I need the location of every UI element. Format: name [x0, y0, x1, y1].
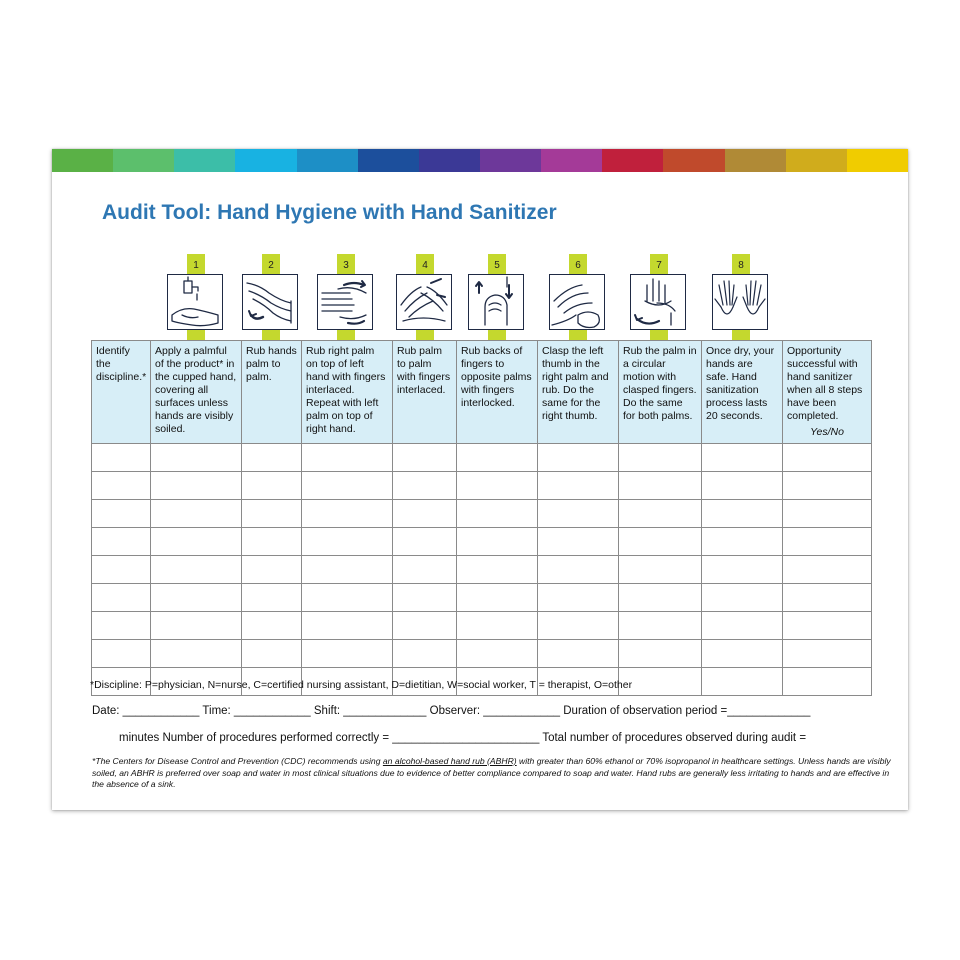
- discipline-note: *Discipline: P=physician, N=nurse, C=certified nursing assistant, D=dietitian, W=social worker, T = therapist, O=other: [90, 679, 633, 691]
- audit-entry-cell[interactable]: [151, 500, 242, 528]
- audit-entry-cell[interactable]: [393, 612, 457, 640]
- header-discipline: Identify the discipline.*: [92, 341, 151, 444]
- audit-entry-cell[interactable]: [538, 612, 619, 640]
- audit-entry-cell[interactable]: [538, 500, 619, 528]
- audit-entry-cell[interactable]: [302, 500, 393, 528]
- table-row: [92, 556, 872, 584]
- header-step-8: Once dry, your hands are safe. Hand sanitization process lasts 20 seconds.: [702, 341, 783, 444]
- page-title: Audit Tool: Hand Hygiene with Hand Sanitizer: [102, 201, 557, 224]
- audit-entry-cell[interactable]: [702, 472, 783, 500]
- palm-over-back-interlaced-icon: [317, 274, 373, 330]
- step-number: 1: [187, 254, 205, 277]
- fingertips-circular-rub-icon: [630, 274, 686, 330]
- palm-to-palm-interlaced-icon: [396, 274, 452, 330]
- audit-entry-cell[interactable]: [151, 640, 242, 668]
- audit-entry-cell[interactable]: [242, 556, 302, 584]
- audit-entry-cell[interactable]: [302, 444, 393, 472]
- audit-entry-cell[interactable]: [702, 500, 783, 528]
- audit-entry-cell[interactable]: [151, 472, 242, 500]
- audit-entry-cell[interactable]: [619, 500, 702, 528]
- audit-entry-cell[interactable]: [619, 556, 702, 584]
- audit-entry-cell[interactable]: [457, 556, 538, 584]
- audit-entry-cell[interactable]: [393, 500, 457, 528]
- form-line-1: Date: ____________ Time: ____________ Shift: _____________ Observer: ____________ Duration of observation period =_____________: [92, 705, 811, 717]
- cdc-footnote: [92, 756, 892, 791]
- audit-entry-cell[interactable]: [242, 444, 302, 472]
- audit-entry-cell[interactable]: [619, 640, 702, 668]
- step-number: 7: [650, 254, 668, 277]
- step-4: [395, 250, 455, 340]
- step-6: [548, 250, 608, 340]
- audit-entry-cell[interactable]: [619, 584, 702, 612]
- color-bar-segment: [786, 149, 847, 172]
- color-bar-segment: [297, 149, 358, 172]
- audit-entry-cell[interactable]: [242, 640, 302, 668]
- audit-entry-cell[interactable]: [619, 472, 702, 500]
- color-bar-segment: [725, 149, 786, 172]
- audit-table: [91, 340, 872, 696]
- step-icons-row: [52, 250, 908, 340]
- audit-entry-cell[interactable]: [242, 584, 302, 612]
- audit-entry-cell[interactable]: [302, 528, 393, 556]
- table-row: [92, 640, 872, 668]
- audit-entry-cell[interactable]: [457, 584, 538, 612]
- table-row: [92, 528, 872, 556]
- step-number: 2: [262, 254, 280, 277]
- audit-entry-cell[interactable]: [302, 472, 393, 500]
- form-line-2: minutes Number of procedures performed correctly = _______________________ Total number of procedures observed during audit =: [119, 732, 807, 744]
- header-step-1: Apply a palmful of the product* in the cupped hand, covering all surfaces unless hands are visibly soiled.: [151, 341, 242, 444]
- header-step-7: Rub the palm in a circular motion with clasped fingers. Do the same for both palms.: [619, 341, 702, 444]
- audit-entry-cell[interactable]: [393, 528, 457, 556]
- color-bar-segment: [541, 149, 602, 172]
- header-row: [92, 341, 872, 444]
- rainbow-color-bar: [52, 149, 908, 172]
- audit-entry-cell[interactable]: [242, 528, 302, 556]
- audit-entry-cell[interactable]: [393, 472, 457, 500]
- table-row: [92, 444, 872, 472]
- footnote-part-2: with greater than 60% ethanol or 70% isopropanol in healthcare settings. Unless hands are visibly soiled, an ABHR is preferred over soap and water in most clinical situations due to evidence of better compliance compared to soap and water. Hand rubs are generally less irritating to hands and are effective in the absence of a sink.: [92, 756, 891, 789]
- audit-entry-cell[interactable]: [92, 528, 151, 556]
- header-step-4: Rub palm to palm with fingers interlaced.: [393, 341, 457, 444]
- step-2: [241, 250, 301, 340]
- audit-entry-cell[interactable]: [783, 584, 872, 612]
- color-bar-segment: [235, 149, 296, 172]
- audit-entry-cell[interactable]: [538, 528, 619, 556]
- table-row: [92, 472, 872, 500]
- audit-entry-cell[interactable]: [702, 444, 783, 472]
- audit-entry-cell[interactable]: [92, 612, 151, 640]
- backs-of-fingers-icon: [468, 274, 524, 330]
- audit-entry-cell[interactable]: [92, 584, 151, 612]
- footnote-abhr: an alcohol-based hand rub (ABHR): [382, 756, 517, 766]
- audit-entry-cell[interactable]: [538, 640, 619, 668]
- audit-entry-cell[interactable]: [457, 640, 538, 668]
- audit-entry-cell[interactable]: [783, 444, 872, 472]
- color-bar-segment: [174, 149, 235, 172]
- color-bar-segment: [419, 149, 480, 172]
- audit-entry-cell[interactable]: [393, 444, 457, 472]
- step-number: 4: [416, 254, 434, 277]
- audit-entry-cell[interactable]: [783, 556, 872, 584]
- audit-entry-cell[interactable]: [302, 584, 393, 612]
- audit-entry-cell[interactable]: [702, 640, 783, 668]
- audit-entry-cell[interactable]: [783, 500, 872, 528]
- audit-entry-cell[interactable]: [151, 584, 242, 612]
- audit-entry-cell[interactable]: [151, 528, 242, 556]
- step-number: 6: [569, 254, 587, 277]
- audit-entry-cell[interactable]: [702, 528, 783, 556]
- audit-entry-cell[interactable]: [783, 640, 872, 668]
- audit-entry-cell[interactable]: [702, 556, 783, 584]
- audit-entry-cell[interactable]: [783, 668, 872, 696]
- table-row: [92, 612, 872, 640]
- audit-entry-cell[interactable]: [393, 640, 457, 668]
- audit-entry-cell[interactable]: [619, 528, 702, 556]
- audit-entry-cell[interactable]: [619, 444, 702, 472]
- color-bar-segment: [358, 149, 419, 172]
- table-row: [92, 584, 872, 612]
- audit-entry-cell[interactable]: [457, 472, 538, 500]
- audit-entry-cell[interactable]: [92, 500, 151, 528]
- palm-to-palm-icon: [242, 274, 298, 330]
- audit-entry-cell[interactable]: [538, 584, 619, 612]
- step-number: 3: [337, 254, 355, 277]
- step-8: [711, 250, 771, 340]
- header-step-3: Rub right palm on top of left hand with fingers interlaced. Repeat with left palm on top of right hand.: [302, 341, 393, 444]
- audit-entry-cell[interactable]: [302, 640, 393, 668]
- audit-entry-cell[interactable]: [92, 640, 151, 668]
- audit-entry-cell[interactable]: [457, 612, 538, 640]
- audit-entry-cell[interactable]: [302, 556, 393, 584]
- audit-entry-cell[interactable]: [619, 612, 702, 640]
- step-3: [316, 250, 376, 340]
- audit-table-body: [92, 444, 872, 696]
- footnote-part-1: *The Centers for Disease Control and Prevention (CDC) recommends using: [92, 756, 383, 766]
- audit-entry-cell[interactable]: [151, 444, 242, 472]
- audit-entry-cell[interactable]: [151, 556, 242, 584]
- thumb-rub-icon: [549, 274, 605, 330]
- audit-entry-cell[interactable]: [783, 472, 872, 500]
- color-bar-segment: [602, 149, 663, 172]
- table-row: [92, 500, 872, 528]
- color-bar-segment: [663, 149, 724, 172]
- step-1: [166, 250, 226, 340]
- step-7: [629, 250, 689, 340]
- audit-entry-cell[interactable]: [702, 612, 783, 640]
- audit-entry-cell[interactable]: [702, 584, 783, 612]
- audit-entry-cell[interactable]: [393, 584, 457, 612]
- step-number: 8: [732, 254, 750, 277]
- audit-sheet: [52, 149, 908, 810]
- color-bar-segment: [480, 149, 541, 172]
- audit-entry-cell[interactable]: [702, 668, 783, 696]
- audit-entry-cell[interactable]: [538, 444, 619, 472]
- yes-no-label: Yes/No: [810, 426, 844, 438]
- step-5: [467, 250, 527, 340]
- audit-entry-cell[interactable]: [783, 612, 872, 640]
- audit-entry-cell[interactable]: [393, 556, 457, 584]
- audit-entry-cell[interactable]: [302, 612, 393, 640]
- pump-dispenser-hand-icon: [167, 274, 223, 330]
- dry-hands-icon: [712, 274, 768, 330]
- audit-entry-cell[interactable]: [457, 444, 538, 472]
- audit-entry-cell[interactable]: [783, 528, 872, 556]
- color-bar-segment: [52, 149, 113, 172]
- header-step-2: Rub hands palm to palm.: [242, 341, 302, 444]
- audit-entry-cell[interactable]: [242, 612, 302, 640]
- header-step-5: Rub backs of fingers to opposite palms with fingers interlocked.: [457, 341, 538, 444]
- audit-entry-cell[interactable]: [457, 500, 538, 528]
- audit-entry-cell[interactable]: [92, 444, 151, 472]
- color-bar-segment: [113, 149, 174, 172]
- audit-entry-cell[interactable]: [457, 528, 538, 556]
- header-opportunity: [783, 341, 872, 444]
- audit-entry-cell[interactable]: [242, 500, 302, 528]
- audit-entry-cell[interactable]: [538, 556, 619, 584]
- header-step-6: Clasp the left thumb in the right palm and rub. Do the same for the right thumb.: [538, 341, 619, 444]
- audit-entry-cell[interactable]: [151, 612, 242, 640]
- color-bar-segment: [847, 149, 908, 172]
- header-opportunity-text: Opportunity successful with hand sanitizer when all 8 steps have been completed.: [787, 345, 863, 422]
- audit-entry-cell[interactable]: [92, 472, 151, 500]
- step-number: 5: [488, 254, 506, 277]
- audit-entry-cell[interactable]: [538, 472, 619, 500]
- audit-entry-cell[interactable]: [92, 556, 151, 584]
- audit-entry-cell[interactable]: [242, 472, 302, 500]
